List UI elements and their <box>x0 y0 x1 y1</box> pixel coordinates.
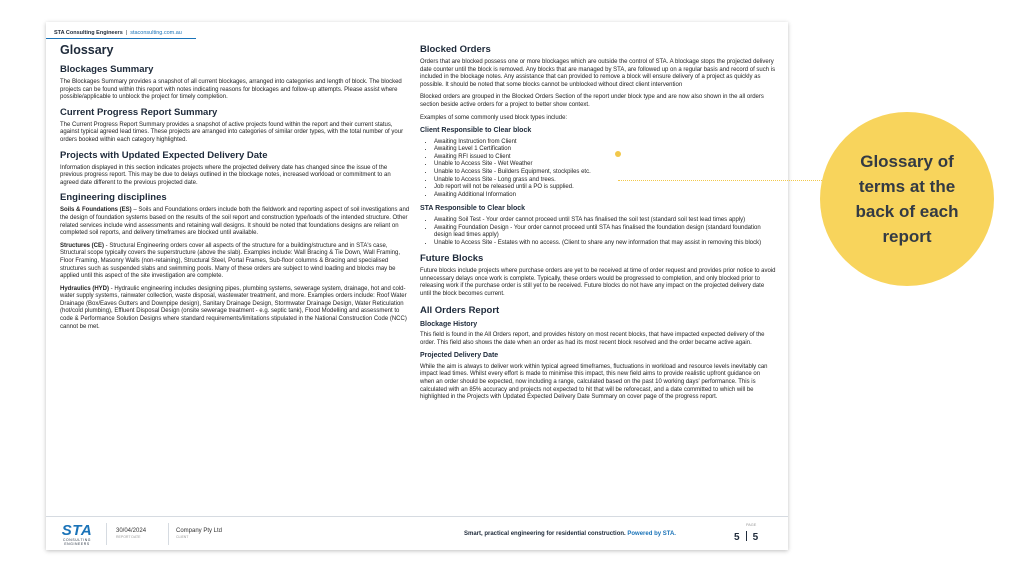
structures-text: - Structural Engineering orders cover all aspects of the structure for a building/structure and in STA's case, Structural scope typically covers the superstructure (above the slab). Examples include: Wall Bracing & Tie Down, Wall Framing, Floor Framing, Masonry Walls (non-retaining), Structural Steel, Portal Frames, Sub-floor columns & Bracing and specialised structures such as suspended slabs and swimming pools. Many of these orders are subject to wind loading and blocks may be applied until this aspect of the site investigation are complete. <box>60 242 401 280</box>
structures-paragraph <box>60 243 410 281</box>
all-orders-heading: All Orders Report <box>420 304 500 316</box>
progress-summary-text: The Current Progress Report Summary provides a snapshot of active projects found within the report and their current status, against typical agreed lead times. These projects are arranged into categories of similar order types, with the total number of your orders booked within each category highlighted. <box>60 121 404 143</box>
list-item: • Unable to Access Site - Builders Equipment, stockpiles etc. <box>434 169 776 177</box>
list-item: • Job report will not be released until a PO is supplied. <box>434 184 776 192</box>
logo-subtitle: CONSULTING ENGINEERS <box>63 538 91 546</box>
hydraulics-lead: Hydraulics (HYD) <box>60 285 110 292</box>
hydraulics-text: - Hydraulic engineering includes designing pipes, plumbing systems, sewerage system, drainage, hot and cold-water supply systems, rainwater collection, waste disposal, wastewater treatment, and more. Examples orders include: Roof Water Drainage (Box/Eaves Gutters and Downpipe design), Sanitary Drainage Design, Stormwater Drainage Design, Water Reticulation (hot/cold plumbing), Effluent Disposal Design (onsite sewerage treatment - e.g. septic tank), Flood Modelling and assessment to code & Performance Solution Designs where standard requirements/limitations stipulated in the National Construction Code (NCC) cannot be met. <box>60 285 407 330</box>
future-blocks-heading: Future Blocks <box>420 253 484 265</box>
updated-delivery-text: Information displayed in this section indicates projects where the projected delivery date has changed since the issue of the previous progress report. This may be due to delays outlined in the blockage notes, increased workload or commitment to an agreed date different to the previous projected date. <box>60 164 391 186</box>
sta-responsible-heading: STA Responsible to Clear block <box>420 205 526 213</box>
list-item: • Unable to Access Site - Long grass and trees. <box>434 177 776 185</box>
soils-text: – Soils and Foundations orders include both the fieldwork and reporting aspect of soil investigations and the design of foundation systems based on the results of the soil report and construction type/loads of the intended structure. Other related services include wind assessments and retaining wall designs. It should be noted that foundations designs are reliant on completed soil reports, and delivery timeframes are blocked until available. <box>60 207 410 237</box>
blocked-orders-p1: Orders that are blocked possess one or more blockages which are outside the control of STA. A blockage stops the projected delivery date counter until the block is removed. Any blocks that are managed by STA, are followed up on a regular basis and record of such is included in the blockage notes. Any assistance that can provided to remove a block will ensure delivery of a project as quickly as possible. It should be noted that some blocks cannot be unblocked without direct client intervention <box>420 59 776 88</box>
list-item: • Unable to Access Site - Wet Weather <box>434 161 776 169</box>
list-item: • Awaiting Additional Information <box>434 192 776 200</box>
callout-bubble <box>820 112 994 286</box>
list-item: • Awaiting Soil Test - Your order cannot proceed until STA has finalised the soil test (standard soil test lead times apply) <box>434 217 776 225</box>
page-number <box>734 531 758 543</box>
future-blocks-text: Future blocks include projects where purchase orders are yet to be received at time of order request and provides prior notice to avoid unnecessary delays once work is complete. Typically, these orders would be progressed to completion, and only blocked prior to releasing work if the purchase order is still yet to be received. Future blocks do not have any impact on the projected delivery date until the block becomes current. <box>420 268 776 298</box>
structures-lead: Structures (CE) <box>60 242 105 249</box>
footer-tagline <box>464 531 676 537</box>
footer-divider <box>168 523 169 545</box>
page-label: PAGE <box>746 523 757 527</box>
progress-summary-heading: Current Progress Report Summary <box>60 106 218 118</box>
logo-mark: STA <box>61 522 93 539</box>
sta-logo <box>56 523 98 546</box>
right-column <box>420 42 776 407</box>
engineering-disciplines-heading: Engineering disciplines <box>60 192 167 204</box>
callout-connector <box>618 180 824 181</box>
blockages-summary-heading: Blockages Summary <box>60 64 154 75</box>
projected-delivery-heading: Projected Delivery Date <box>420 352 499 360</box>
list-item: • Awaiting Level 1 Certification <box>434 146 776 154</box>
hydraulics-paragraph <box>60 286 410 332</box>
footer-divider <box>106 523 107 545</box>
header-brand <box>54 30 182 36</box>
client-block-list <box>434 139 776 200</box>
header-rule <box>46 38 196 39</box>
sta-block-list <box>434 217 776 247</box>
header-separator: | <box>125 30 128 36</box>
blockage-history-heading: Blockage History <box>420 320 478 328</box>
list-item: • Awaiting Instruction from Client <box>434 139 776 147</box>
page-number-divider <box>746 531 747 541</box>
report-date <box>116 528 146 539</box>
blockage-history-text: This field is found in the All Orders report, and provides history on most recent blocks, that have impacted expected delivery of the order. This field also shows the date when an order as had its most recent block resolved and the order became active again. <box>420 332 765 346</box>
blocked-orders-p2: Blocked orders are grouped in the Blocked Orders Section of the report under block type and are now also shown in the all orders section beside active orders for a project to better show context. <box>420 94 764 108</box>
soils-lead: Soils & Foundations (ES) <box>60 207 132 214</box>
page-total: 5 <box>752 532 759 543</box>
callout-text: Glossary of terms at the back of each report <box>855 152 959 246</box>
updated-delivery-heading: Projects with Updated Expected Delivery Date <box>60 149 268 161</box>
report-page <box>46 22 788 550</box>
client-name-label: CLIENT <box>176 535 189 539</box>
soils-paragraph <box>60 207 410 237</box>
client-responsible-heading: Client Responsible to Clear block <box>420 127 532 135</box>
blocked-orders-p3: Examples of some commonly used block types include: <box>420 114 568 121</box>
list-item: • Awaiting Foundation Design - Your order cannot proceed until STA has finalised the foundation design (standard foundation design lead times apply) <box>434 225 776 240</box>
page-footer <box>46 516 788 550</box>
left-column <box>60 42 410 336</box>
list-item: • Unable to Access Site - Estates with no access. (Client to share any new information that may assist in removing this block) <box>434 240 776 248</box>
projected-delivery-text: While the aim is always to deliver work within typical agreed timeframes, fluctuations in workload and resource levels inevitably can impact lead times. Whilst every effort is made to minimise this impact, this new field aims to provide realistic upfront guidance on when an order should be expected, now including a range, calculated based on the past 10 working days' performance. This is calculated with an 85% accuracy and projects not expected to hit that will be reforecast, and a date committed to which will be highlighted in the Projects with Updated Expected Delivery Date Summary on cover page of the progress report. <box>420 363 768 401</box>
list-item: • Awaiting RFI issued to Client <box>434 154 776 162</box>
callout-pointer-dot <box>615 151 621 157</box>
client-name <box>176 528 222 539</box>
tagline-powered: Powered by STA. <box>627 531 676 537</box>
tagline-text: Smart, practical engineering for residential construction. <box>464 531 626 537</box>
header-website-link[interactable]: staconsulting.com.au <box>130 30 182 36</box>
blockages-summary-text: The Blockages Summary provides a snapshot of all current blockages, arranged into categories and length of block. The blocked projects can be found within this report with notes indicating reasons for blockages and follow-up attempts. Please assist where possible/applicable to unblock the project for timely completion. <box>60 79 402 101</box>
header-company: STA Consulting Engineers <box>54 30 123 36</box>
page-title: Glossary <box>60 43 114 57</box>
blocked-orders-heading: Blocked Orders <box>420 44 491 55</box>
page-current: 5 <box>734 532 740 543</box>
report-date-label: REPORT DATE <box>116 535 141 539</box>
client-name-value: Company Pty Ltd <box>176 528 223 534</box>
report-date-value: 30/04/2024 <box>116 528 147 534</box>
